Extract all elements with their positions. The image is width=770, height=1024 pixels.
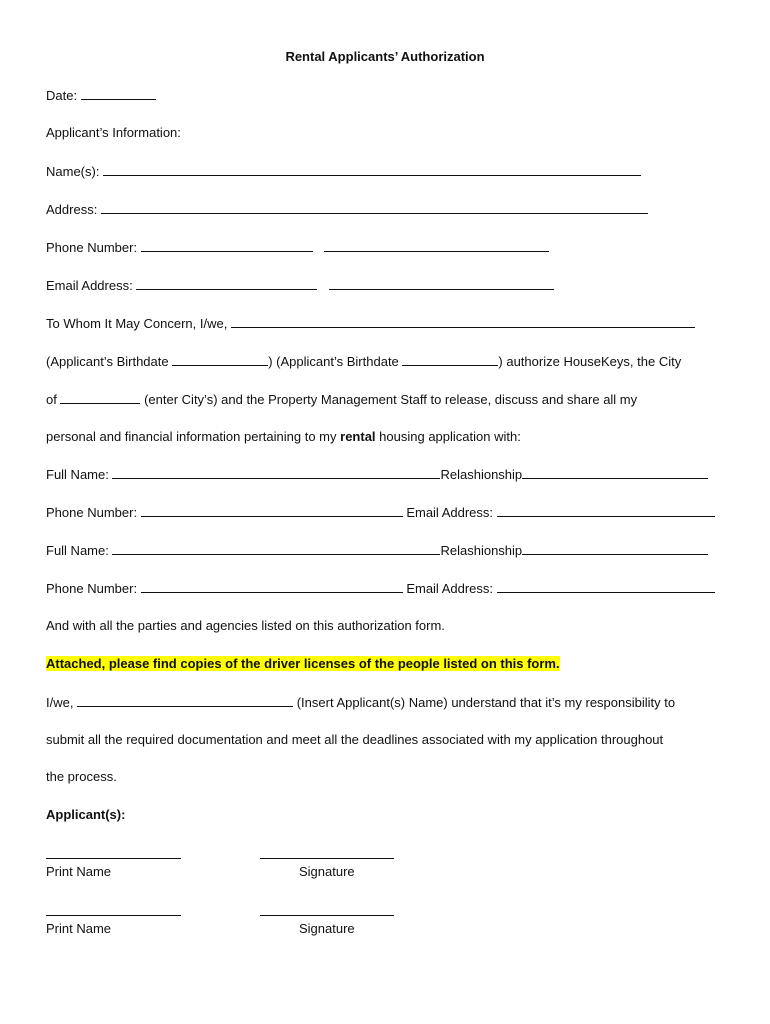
- applicant-names-field[interactable]: [231, 315, 695, 328]
- whom-row: [46, 315, 695, 332]
- contact-email-label: Email Address:: [406, 581, 494, 596]
- page-title: Rental Applicants’ Authorization: [285, 49, 485, 64]
- personal-text-a: personal and financial information pertaining to my: [46, 429, 337, 444]
- names-label: Name(s):: [46, 164, 100, 179]
- email-row: [46, 277, 554, 294]
- applicant-info-heading: Applicant’s Information:: [46, 125, 181, 140]
- full-name-field-1[interactable]: [112, 466, 440, 479]
- relationship-field-2[interactable]: [522, 542, 708, 555]
- phone-label: Phone Number:: [46, 240, 138, 255]
- birthdate-field-1[interactable]: [172, 353, 268, 366]
- signature-label: Signature: [299, 864, 355, 879]
- names-row: [46, 163, 641, 180]
- iwe-label: I/we,: [46, 695, 74, 710]
- relationship-field-1[interactable]: [522, 466, 708, 479]
- email-field-1[interactable]: [136, 277, 317, 290]
- birthdate-text-3: ) authorize HouseKeys, the City: [498, 354, 682, 369]
- address-label: Address:: [46, 202, 98, 217]
- phone-field-2[interactable]: [324, 239, 549, 252]
- attached-notice: [46, 656, 560, 672]
- birthdate-field-2[interactable]: [402, 353, 498, 366]
- parties-text: And with all the parties and agencies listed on this authorization form.: [46, 618, 445, 633]
- print-name-label: Print Name: [46, 864, 112, 879]
- contact-2-phone-row: [46, 580, 715, 597]
- address-row: [46, 201, 648, 218]
- date-label: Date:: [46, 88, 78, 103]
- applicants-heading: Applicant(s):: [46, 807, 126, 822]
- city-text: (enter City’s) and the Property Management Staff to release, discuss and share all my: [144, 392, 638, 407]
- email-field-2[interactable]: [329, 277, 554, 290]
- iwe-row: [46, 694, 675, 711]
- of-text: of: [46, 392, 57, 407]
- full-name-field-2[interactable]: [112, 542, 440, 555]
- relationship-label: Relashionship: [440, 543, 523, 558]
- insert-name-field[interactable]: [77, 694, 293, 707]
- full-name-label: Full Name:: [46, 543, 109, 558]
- city-field[interactable]: [60, 391, 140, 404]
- date-row: [46, 87, 156, 104]
- submit-text: submit all the required documentation and meet all the deadlines associated with my application throughout: [46, 732, 664, 747]
- personal-row: [46, 429, 521, 445]
- whom-text: To Whom It May Concern, I/we,: [46, 316, 228, 331]
- relationship-label: Relashionship: [440, 467, 523, 482]
- attached-text: Attached, please find copies of the driver licenses of the people listed on this form.: [46, 656, 560, 671]
- birthdate-text-1: (Applicant’s Birthdate: [46, 354, 169, 369]
- birthdate-text-2: ) (Applicant’s Birthdate: [268, 354, 399, 369]
- date-field[interactable]: [81, 87, 156, 100]
- phone-row: [46, 239, 549, 256]
- insert-text: (Insert Applicant(s) Name) understand that it’s my responsibility to: [296, 695, 676, 710]
- signature-line-1[interactable]: [260, 858, 394, 859]
- names-field[interactable]: [103, 163, 641, 176]
- address-field[interactable]: [101, 201, 648, 214]
- birthdate-row: [46, 353, 681, 370]
- email-label: Email Address:: [46, 278, 133, 293]
- personal-text-bold: rental: [340, 429, 376, 444]
- contact-email-label: Email Address:: [406, 505, 494, 520]
- print-name-line-1[interactable]: [46, 858, 181, 859]
- contact-phone-field-2[interactable]: [141, 580, 403, 593]
- contact-phone-label: Phone Number:: [46, 581, 138, 596]
- signature-line-2[interactable]: [260, 915, 394, 916]
- contact-1-phone-row: [46, 504, 715, 521]
- contact-email-field-2[interactable]: [497, 580, 715, 593]
- contact-phone-field-1[interactable]: [141, 504, 403, 517]
- contact-email-field-1[interactable]: [497, 504, 715, 517]
- contact-1-name-row: [46, 466, 708, 483]
- phone-field-1[interactable]: [141, 239, 313, 252]
- process-text: the process.: [46, 769, 117, 784]
- print-name-line-2[interactable]: [46, 915, 181, 916]
- full-name-label: Full Name:: [46, 467, 109, 482]
- personal-text-b: housing application with:: [379, 429, 521, 444]
- contact-phone-label: Phone Number:: [46, 505, 138, 520]
- city-row: [46, 391, 637, 408]
- signature-label: Signature: [299, 921, 355, 936]
- print-name-label: Print Name: [46, 921, 112, 936]
- contact-2-name-row: [46, 542, 708, 559]
